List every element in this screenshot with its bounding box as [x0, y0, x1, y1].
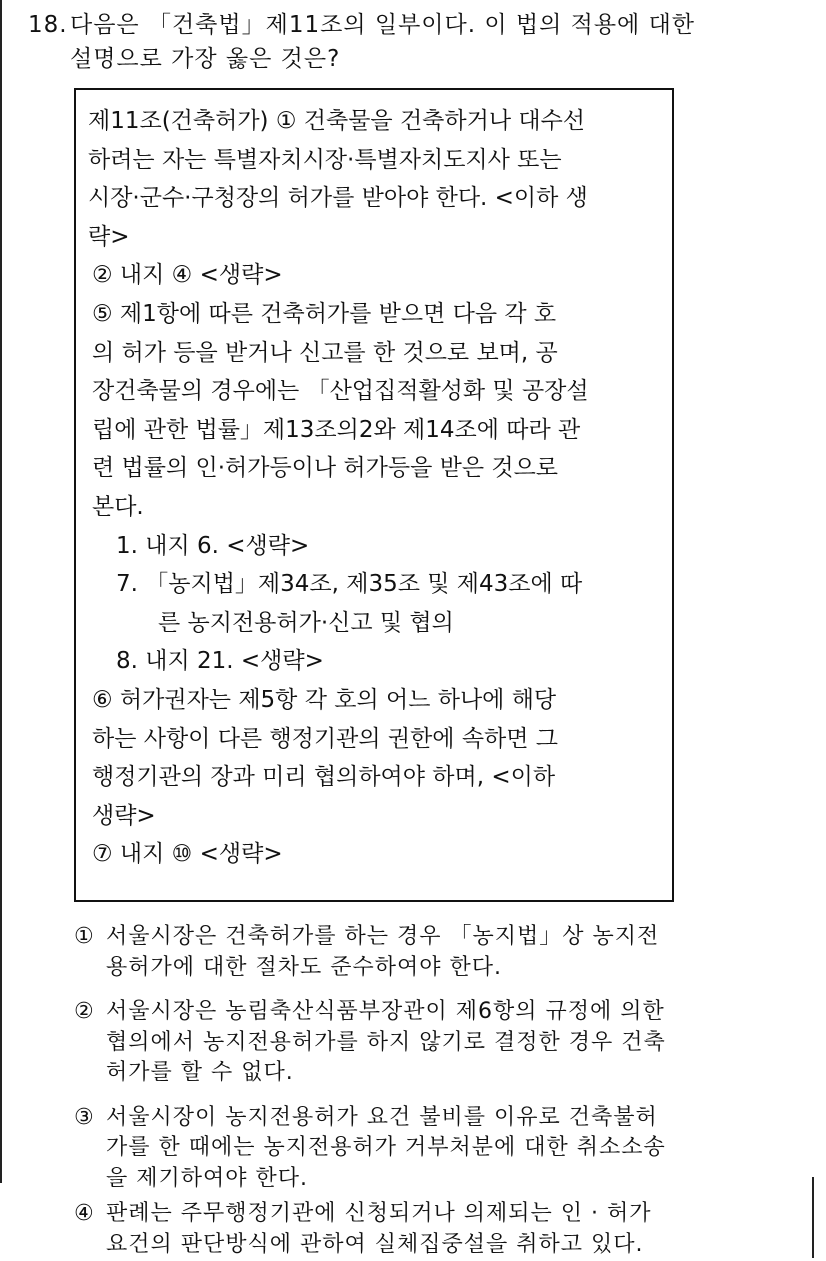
- choice-text: 을 제기하여야 한다.: [106, 1165, 308, 1191]
- article-line: 장건축물의 경우에는 「산업집적활성화 및 공장설: [92, 378, 589, 405]
- article-line: 시장·군수·구청장의 허가를 받아야 한다. <이하 생: [88, 185, 588, 212]
- answer-choice-3[interactable]: [74, 1103, 774, 1195]
- answer-choice-1[interactable]: [74, 922, 774, 983]
- article-line: 의 허가 등을 받거나 신고를 한 것으로 보며, 공: [92, 339, 558, 366]
- choice-marker: ③: [74, 1104, 95, 1130]
- choice-marker: ④: [74, 1201, 95, 1226]
- question-line-1: [28, 8, 768, 42]
- choice-text: 서울시장이 농지전용허가 요건 불비를 이유로 건축불허: [106, 1104, 658, 1130]
- article-excerpt-box: [74, 88, 674, 902]
- column-right-rule: [812, 1177, 814, 1258]
- answer-choice-4[interactable]: [74, 1198, 774, 1260]
- answer-choices: [74, 922, 774, 1208]
- choice-text: 서울시장은 건축허가를 하는 경우 「농지법」상 농지전: [106, 924, 660, 949]
- question-text-line-2: 설명으로 가장 옳은 것은?: [70, 46, 341, 72]
- choice-text: 협의에서 농지전용허가를 하지 않기로 결정한 경우 건축: [106, 1029, 666, 1055]
- article-line: 제11조(건축허가) ① 건축물을 건축하거나 대수선: [88, 108, 586, 134]
- choice-text: 용허가에 대한 절차도 준수하여야 한다.: [106, 954, 502, 980]
- article-line: 1. 내지 6. <생략>: [116, 532, 310, 559]
- question-stem: [28, 8, 768, 76]
- article-line: ⑦ 내지 ⑩ <생략>: [92, 841, 283, 868]
- article-line: 8. 내지 21. <생략>: [116, 648, 324, 675]
- article-line: ⑥ 허가권자는 제5항 각 호의 어느 하나에 해당: [92, 686, 557, 713]
- article-line: 본다.: [92, 493, 144, 520]
- article-line: 하는 사항이 다른 행정기관의 권한에 속하면 그: [92, 725, 559, 752]
- article-line: 하려는 자는 특별자치시장·특별자치도지사 또는: [88, 146, 562, 173]
- choice-text: 가를 한 때에는 농지전용허가 거부처분에 대한 취소소송: [106, 1135, 666, 1160]
- article-line: 른 농지전용허가·신고 및 협의: [158, 609, 454, 636]
- choice-text: 허가를 할 수 없다.: [106, 1060, 294, 1085]
- article-line: 생략>: [92, 802, 156, 829]
- article-line: ⑤ 제1항에 따른 건축허가를 받으면 다음 각 호: [92, 300, 557, 327]
- choice-marker: ②: [74, 999, 95, 1024]
- article-line: 7. 「농지법」제34조, 제35조 및 제43조에 따: [116, 571, 583, 598]
- choice-text: 요건의 판단방식에 관하여 실체집중설을 취하고 있다.: [106, 1232, 644, 1257]
- article-line: ② 내지 ④ <생략>: [92, 262, 283, 289]
- question-text-line-1: 다음은 「건축법」제11조의 일부이다. 이 법의 적용에 대한: [70, 12, 696, 38]
- page-left-rule: [0, 0, 2, 1183]
- article-line: 행정기관의 장과 미리 협의하여야 하며, <이하: [92, 764, 556, 791]
- article-line: 략>: [88, 223, 130, 250]
- question-number: 18.: [28, 12, 68, 38]
- choice-marker: ①: [74, 924, 95, 949]
- choice-text: 판례는 주무행정기관에 신청되거나 의제되는 인 · 허가: [106, 1201, 652, 1226]
- article-line: 련 법률의 인·허가등이나 허가등을 받은 것으로: [92, 455, 559, 482]
- article-line: 립에 관한 법률」제13조의2와 제14조에 따라 관: [92, 416, 581, 443]
- answer-choice-2[interactable]: [74, 997, 774, 1089]
- choice-text: 서울시장은 농림축산식품부장관이 제6항의 규정에 의한: [106, 999, 665, 1024]
